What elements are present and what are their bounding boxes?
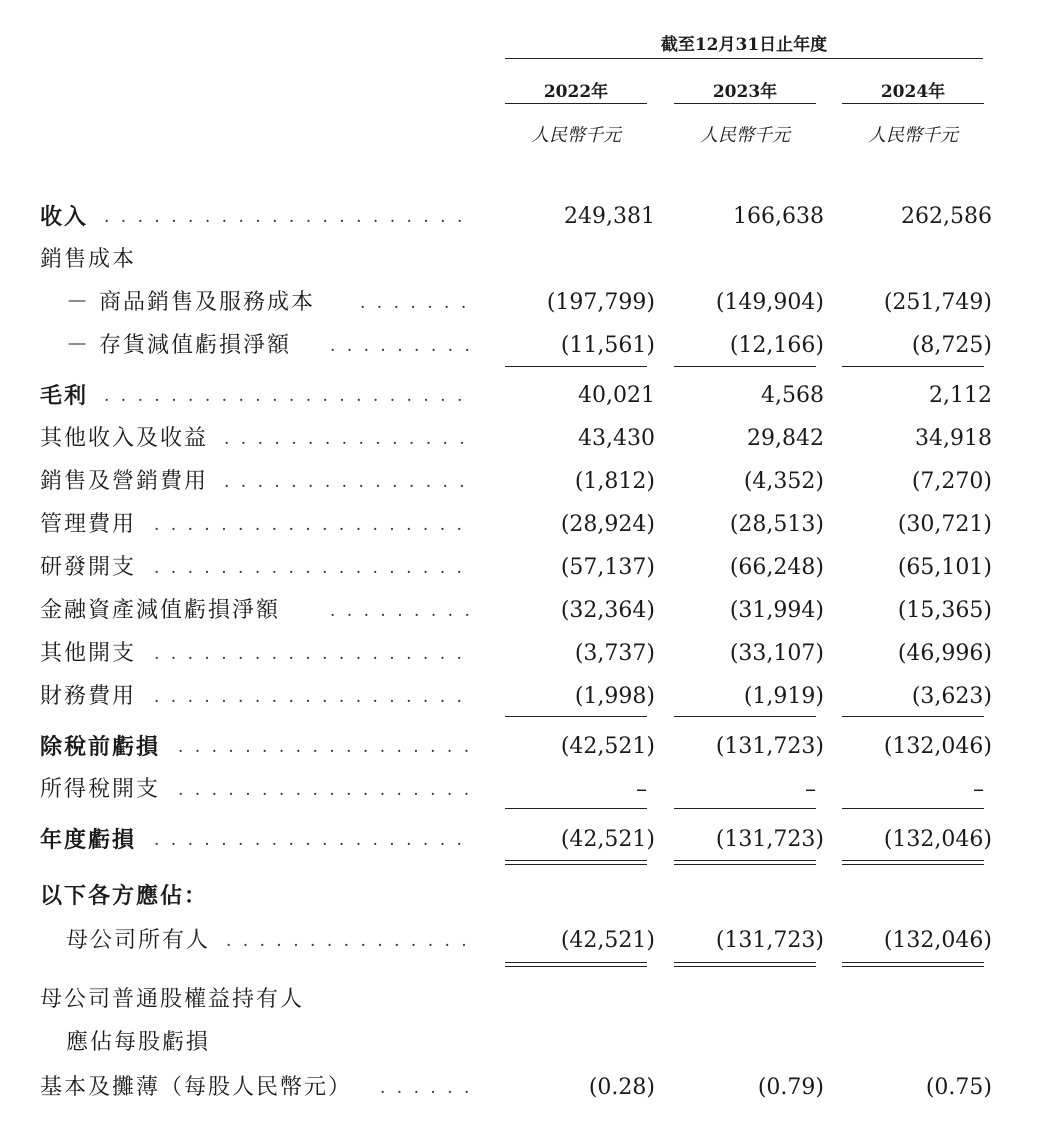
year-underline (505, 103, 647, 104)
row-eps-basic-diluted (0, 1068, 1038, 1108)
subtotal-underline (674, 716, 816, 717)
row-label: 應佔每股虧損 (66, 1030, 211, 1055)
value-2023: (66,248) (729, 555, 824, 580)
subtotal-underline (674, 808, 816, 809)
row-label: 基本及攤薄（每股人民幣元） (40, 1075, 353, 1100)
dot-leader (226, 921, 470, 961)
row-rd-expenses (0, 548, 1038, 588)
subtotal-underline (505, 716, 647, 717)
year-header-2023: 2023年 (712, 82, 778, 102)
row-label: 銷售及營銷費用 (40, 469, 209, 494)
value-2023: (31,994) (729, 598, 824, 623)
value-2022: (1,812) (574, 469, 655, 494)
value-2024: (65,101) (897, 555, 992, 580)
total-double-underline (505, 860, 647, 865)
dot-leader (224, 419, 470, 459)
row-loss-for-year (0, 820, 1038, 860)
value-2023: (33,107) (729, 641, 824, 666)
subtotal-underline (505, 366, 647, 367)
subtotal-underline (505, 808, 647, 809)
dot-leader (154, 548, 470, 588)
value-2022: (42,521) (560, 928, 655, 953)
row-other-expenses (0, 634, 1038, 674)
row-label: 毛利 (40, 383, 89, 409)
row-inventory-impairment (0, 326, 1038, 366)
row-label: 管理費用 (40, 512, 137, 537)
dot-leader (224, 462, 470, 502)
dot-leader (360, 283, 470, 323)
row-cost-of-sales (0, 240, 1038, 280)
value-2024: (132,046) (883, 928, 992, 953)
value-2024: (0.75) (925, 1075, 992, 1100)
value-2023: 29,842 (747, 426, 824, 451)
dot-leader (330, 591, 470, 631)
value-2022: (1,998) (574, 684, 655, 709)
dot-leader (330, 326, 470, 366)
value-2022: (32,364) (560, 598, 655, 623)
year-underline (842, 103, 984, 104)
value-2023: 4,568 (761, 383, 824, 408)
dot-leader (154, 820, 470, 860)
row-label: 財務費用 (40, 684, 137, 709)
value-2024: (3,623) (911, 684, 992, 709)
value-2024: (132,046) (883, 734, 992, 759)
row-label: 收入 (40, 204, 89, 230)
row-eps-heading-1 (0, 980, 1038, 1020)
row-label: 金融資產減值虧損淨額 (40, 598, 281, 623)
value-2023: (1,919) (743, 684, 824, 709)
row-label: 年度虧損 (40, 827, 137, 853)
row-gross-profit (0, 376, 1038, 416)
value-2022: – (636, 777, 647, 802)
value-2024: 262,586 (901, 204, 992, 229)
value-2023: 166,638 (733, 204, 824, 229)
value-2023: (4,352) (743, 469, 824, 494)
row-attributable-to (0, 876, 1038, 916)
row-label: 母公司所有人 (66, 928, 211, 953)
value-2023: (131,723) (715, 734, 824, 759)
value-2024: (30,721) (897, 512, 992, 537)
value-2022: (28,924) (560, 512, 655, 537)
year-header-2022: 2022年 (543, 82, 609, 102)
value-2024: 34,918 (915, 426, 992, 451)
row-finance-costs (0, 677, 1038, 717)
value-2022: 249,381 (564, 204, 655, 229)
value-2022: (3,737) (574, 641, 655, 666)
subtotal-underline (842, 716, 984, 717)
currency-unit-2023: 人民幣千元 (700, 125, 790, 146)
row-owners-of-parent (0, 921, 1038, 961)
dot-leader (154, 677, 470, 717)
row-other-income (0, 419, 1038, 459)
row-revenue (0, 197, 1038, 237)
row-selling-expenses (0, 462, 1038, 502)
row-income-tax (0, 770, 1038, 810)
row-label: 研發開支 (40, 555, 137, 580)
period-underline (505, 58, 983, 59)
row-eps-heading-2 (0, 1023, 1038, 1063)
year-header-2024: 2024年 (880, 82, 946, 102)
subtotal-underline (842, 808, 984, 809)
row-loss-before-tax (0, 727, 1038, 767)
total-double-underline (674, 962, 816, 967)
row-label: 除稅前虧損 (40, 734, 161, 760)
year-underline (674, 103, 816, 104)
total-double-underline (505, 962, 647, 967)
total-double-underline (674, 860, 816, 865)
row-admin-expenses (0, 505, 1038, 545)
value-2022: (42,521) (560, 827, 655, 852)
value-2024: (8,725) (911, 333, 992, 358)
currency-unit-2024: 人民幣千元 (868, 125, 958, 146)
subtotal-underline (842, 366, 984, 367)
value-2024: (132,046) (883, 827, 992, 852)
subtotal-underline (674, 366, 816, 367)
value-2023: – (805, 777, 816, 802)
row-label: 以下各方應佔： (40, 883, 209, 909)
value-2023: (149,904) (715, 290, 824, 315)
value-2023: (28,513) (729, 512, 824, 537)
period-heading: 截至12月31日止年度 (660, 35, 828, 55)
row-label: 其他收入及收益 (40, 426, 209, 451)
value-2022: 40,021 (578, 383, 655, 408)
dot-leader (154, 634, 470, 674)
dot-leader (104, 376, 470, 416)
row-label: 其他開支 (40, 641, 137, 666)
row-label: － 商品銷售及服務成本 (66, 290, 315, 315)
total-double-underline (842, 962, 984, 967)
value-2022: (42,521) (560, 734, 655, 759)
row-financial-asset-impairment (0, 591, 1038, 631)
value-2024: (46,996) (897, 641, 992, 666)
total-double-underline (842, 860, 984, 865)
row-label: 所得稅開支 (40, 777, 161, 802)
row-label: 母公司普通股權益持有人 (40, 987, 305, 1012)
dot-leader (178, 727, 470, 767)
value-2024: (251,749) (883, 290, 992, 315)
value-2023: (131,723) (715, 928, 824, 953)
currency-unit-2022: 人民幣千元 (531, 125, 621, 146)
value-2023: (12,166) (729, 333, 824, 358)
dot-leader (380, 1068, 470, 1108)
row-label: 銷售成本 (40, 247, 137, 272)
value-2024: 2,112 (929, 383, 992, 408)
value-2022: (57,137) (560, 555, 655, 580)
value-2022: 43,430 (578, 426, 655, 451)
value-2022: (197,799) (546, 290, 655, 315)
value-2024: – (973, 777, 984, 802)
dot-leader (178, 770, 470, 810)
value-2024: (15,365) (897, 598, 992, 623)
value-2023: (131,723) (715, 827, 824, 852)
value-2022: (11,561) (560, 333, 655, 358)
value-2024: (7,270) (911, 469, 992, 494)
row-cost-goods-services (0, 283, 1038, 323)
dot-leader (104, 197, 470, 237)
dot-leader (154, 505, 470, 545)
value-2023: (0.79) (757, 1075, 824, 1100)
value-2022: (0.28) (588, 1075, 655, 1100)
row-label: － 存貨減值虧損淨額 (66, 333, 291, 358)
